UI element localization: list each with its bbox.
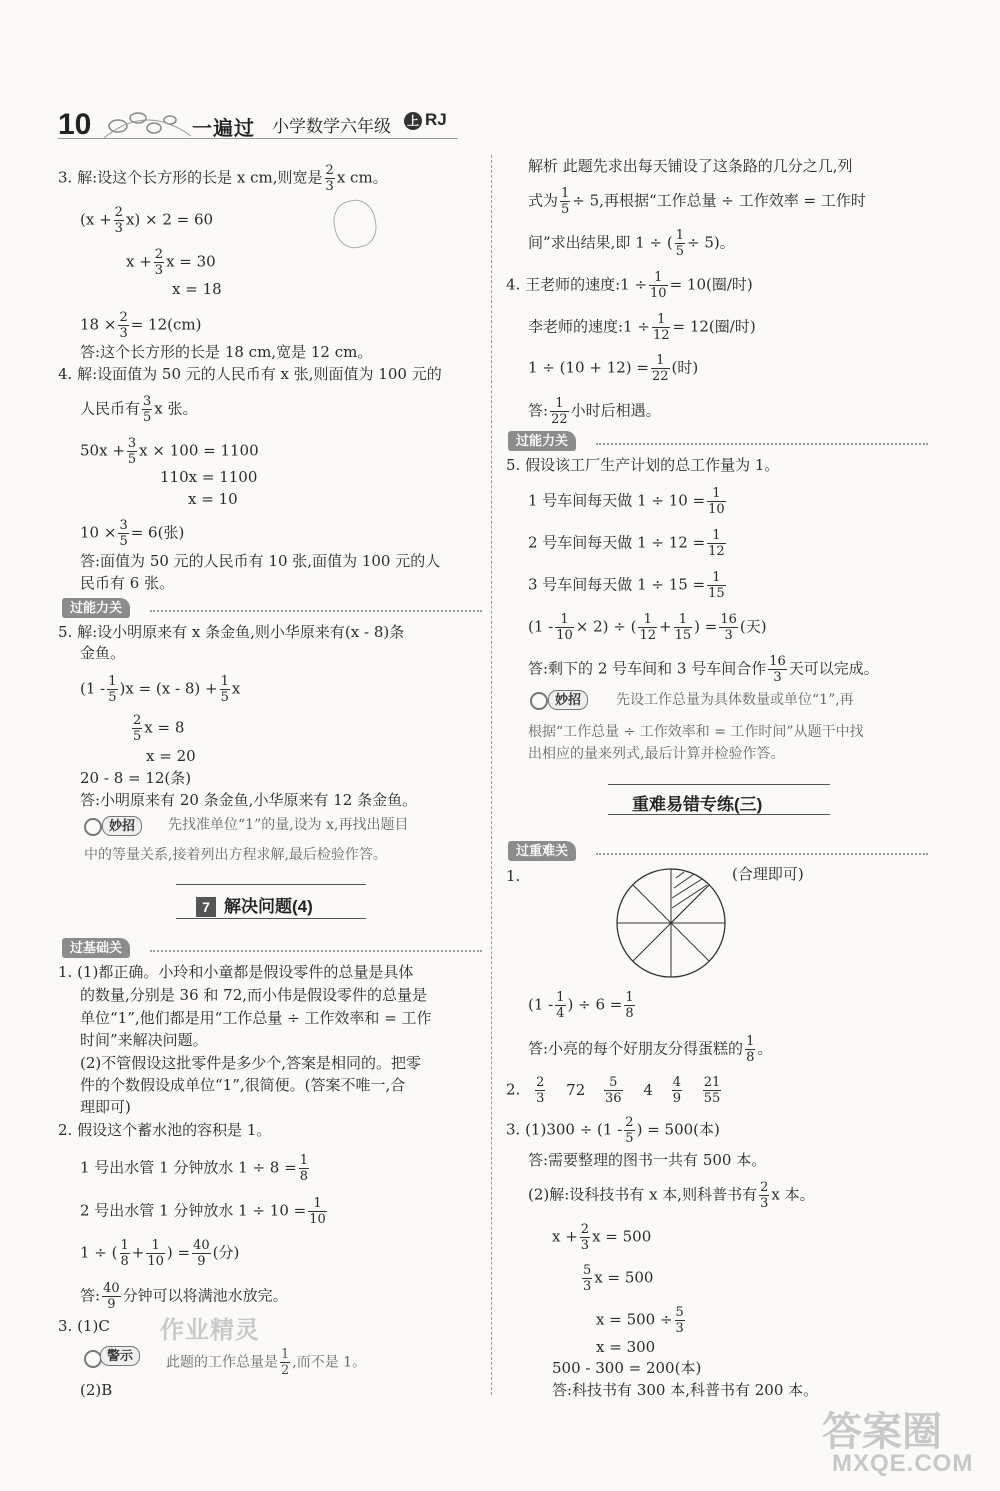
q5-question: 5. 解:设小明原来有 x 条金鱼,则小华原来有(x - 8)条 — [58, 623, 405, 641]
analysis-line3: 间”求出结果,即 1 ÷ ( $\frac{1}{5}$ ÷ 5)。 — [528, 228, 735, 259]
r-q3-eq4: x = 300 — [596, 1338, 656, 1356]
q4-eq2: 110x = 1100 — [160, 468, 258, 486]
q3-eq1: (x + $\frac{2}{3}$ x) × 2 = 60 — [80, 205, 214, 236]
section-title-right: 重难易错专练(三) — [632, 795, 763, 814]
q4-question-line2: 人民币有 $\frac{3}{5}$ x 张。 — [80, 394, 198, 425]
r-q5-row1: 1 号车间每天做 1 ÷ 10 = $\frac{1}{10}$ — [528, 486, 725, 517]
q4-question: 4. 解:设面值为 50 元的人民币有 x 张,则面值为 100 元的 — [58, 365, 442, 383]
q5-eq1: (1 - $\frac{1}{5}$ )x = (x - 8) + $\frac{1}{5}$ x — [80, 674, 241, 705]
r-q3-line1: 3. (1)300 ÷ (1 - $\frac{2}{5}$ ) = 500(本) — [506, 1115, 720, 1146]
q5-eq2: $\frac{2}{5}$ x = 8 — [133, 713, 185, 744]
q5-question-line2: 金鱼。 — [80, 644, 126, 662]
q1-line3: 单位“1”,他们都是用“工作总量 ÷ 工作效率和 = 工作 — [80, 1009, 432, 1027]
r-q1-eq: (1 - $\frac{1}{4}$ ) ÷ 6 = $\frac{1}{8}$ — [528, 990, 634, 1021]
r-q4-answer: 答: $\frac{1}{22}$ 小时后相遇。 — [528, 396, 661, 427]
q1-line6: 件的个数假设成单位“1”,很简便。(答案不唯一,合 — [80, 1076, 406, 1094]
watermark-mid: 作业精灵 — [160, 1317, 260, 1344]
q1-line2: 的数量,分别是 36 和 72,而小伟是假设零件的总量是 — [80, 986, 428, 1004]
edition-badge: 上 RJ — [404, 110, 447, 130]
tip-text-line3: 出相应的量来列式,最后计算并检验作答。 — [528, 746, 785, 762]
tip-label: 妙招 — [102, 816, 142, 836]
tag-guoneng-right: 过能力关 — [508, 431, 576, 451]
r-q4-line3: 1 ÷ (10 + 12) = $\frac{1}{22}$ (时) — [528, 353, 699, 384]
q3b-line1: 3. (1)C — [58, 1317, 110, 1335]
warning-label: 警示 — [100, 1346, 140, 1366]
q4-answer: 答:面值为 50 元的人民币有 10 张,面值为 100 元的人 — [80, 552, 441, 570]
tag-rule — [596, 443, 928, 445]
r-q4-line2: 李老师的速度:1 ÷ $\frac{1}{12}$ = 12(圈/时) — [528, 312, 756, 343]
r-q3-answer1: 答:需要整理的图书一共有 500 本。 — [528, 1151, 767, 1169]
tip-text-line2: 根据“工作总量 ÷ 工作效率和 = 工作时间”从题干中找 — [528, 724, 864, 740]
q3b-line2: (2)B — [80, 1381, 113, 1399]
q2-line1: 2. 假设这个蓄水池的容积是 1。 — [58, 1121, 272, 1139]
tip-icon — [84, 818, 102, 836]
q4-eq1: 50x + $\frac{3}{5}$ x × 100 = 1100 — [80, 436, 259, 467]
tag-rule — [150, 610, 482, 612]
tag-rule — [596, 853, 928, 855]
q1-line5: (2)不管假设这批零件是多少个,答案是相同的。把零 — [80, 1054, 422, 1072]
r-q5-row2: 2 号车间每天做 1 ÷ 12 = $\frac{1}{12}$ — [528, 528, 725, 559]
tag-nan: 过重难关 — [508, 841, 576, 861]
q3-eq2: x + $\frac{2}{3}$ x = 30 — [126, 247, 216, 278]
r-q1-answer: 答:小亮的每个好朋友分得蛋糕的 $\frac{1}{8}$ 。 — [528, 1034, 773, 1065]
r-q5-line1: 5. 假设该工厂生产计划的总工作量为 1。 — [506, 456, 780, 474]
stamp-icon — [329, 196, 380, 252]
q3-answer: 答:这个长方形的长是 18 cm,宽是 12 cm。 — [80, 343, 373, 361]
q3-eq3: x = 18 — [172, 280, 222, 298]
tip-text: 先设工作总量为具体数量或单位“1”,再 — [616, 692, 854, 708]
q1-line7: 理即可) — [80, 1098, 131, 1116]
watermark-logo: 答案圈 — [822, 1410, 942, 1454]
r-q3-line2: (2)解:设科技书有 x 本,则科普书有 $\frac{2}{3}$ x 本。 — [528, 1180, 815, 1211]
r-q5-row3: 3 号车间每天做 1 ÷ 15 = $\frac{1}{15}$ — [528, 570, 725, 601]
tip-text: 先找准单位“1”的量,设为 x,再找出题目 — [168, 817, 409, 833]
warning-text: 此题的工作总量是 $\frac{1}{2}$ ,而不是 1。 — [166, 1347, 367, 1378]
q4-eq3: x = 10 — [188, 490, 238, 508]
tip-icon — [530, 692, 548, 710]
q1-line1: 1. (1)都正确。小玲和小童都是假设零件的总量是具体 — [58, 963, 414, 981]
tag-rule — [150, 950, 482, 952]
q2-eq1: 1 号出水管 1 分钟放水 1 ÷ 8 = $\frac{1}{8}$ — [80, 1153, 308, 1184]
q2-eq3: 1 ÷ ( $\frac{1}{8}$ + $\frac{1}{10}$ ) = $\frac{40}{9}$ (分) — [80, 1238, 240, 1269]
analysis-line1: 解析 此题先求出每天铺设了这条路的几分之几,列 — [528, 157, 853, 175]
tag-guoji: 过基础关 — [62, 938, 130, 958]
section-rule-top — [608, 784, 830, 785]
page-number: 10 — [58, 108, 92, 141]
r-q3-eq3: x = 500 ÷ $\frac{5}{3}$ — [596, 1305, 684, 1336]
tip-text-line2: 中的等量关系,接着列出方程求解,最后检验作答。 — [84, 847, 387, 863]
q1-line4: 时间”来解决问题。 — [80, 1031, 208, 1049]
q5-eq4: 20 - 8 = 12(条) — [80, 769, 192, 787]
section-rule-bottom — [176, 918, 366, 919]
tip-label: 妙招 — [548, 690, 588, 710]
r-q4-line1: 4. 王老师的速度:1 ÷ $\frac{1}{10}$ = 10(圈/时) — [506, 270, 753, 301]
r-q3-answer2: 答:科技书有 300 本,科普书有 200 本。 — [552, 1381, 819, 1399]
q2-eq2: 2 号出水管 1 分钟放水 1 ÷ 10 = $\frac{1}{10}$ — [80, 1196, 326, 1227]
q2-answer: 答: $\frac{40}{9}$ 分钟可以将满池水放完。 — [80, 1281, 288, 1312]
q3-question: 3. 解:设这个长方形的长是 x cm,则宽是 $\frac{2}{3}$ x cm。 — [58, 163, 388, 194]
section-rule-bottom — [608, 814, 830, 815]
subject-title: 小学数学六年级 — [272, 117, 391, 136]
r-q1-note: (合理即可) — [732, 865, 804, 883]
header-rule — [58, 138, 458, 139]
q5-answer: 答:小明原来有 20 条金鱼,小华原来有 12 条金鱼。 — [80, 791, 418, 809]
tag-guoneng-left: 过能力关 — [62, 598, 130, 618]
section-7-title: 7 解决问题(4) — [196, 892, 313, 917]
r-q1-number: 1. — [506, 867, 521, 885]
r-q3-eq2: $\frac{5}{3}$ x = 500 — [583, 1263, 654, 1294]
q5-eq3: x = 20 — [146, 747, 196, 765]
watermark-url: MXQE.COM — [832, 1450, 974, 1477]
r-q3-eq5: 500 - 300 = 200(本) — [552, 1359, 702, 1377]
section-rule-top — [176, 884, 366, 885]
q4-answer-line2: 民币有 6 张。 — [80, 574, 175, 592]
analysis-line2: 式为 $\frac{1}{5}$ ÷ 5,再根据“工作总量 ÷ 工作效率 = 工作时 — [528, 186, 866, 217]
r-q2-answers: 2. $\frac{2}{3}$ 72 $\frac{5}{36}$ 4 $\frac{4}{9}$ $\frac{21}{55}$ — [506, 1075, 721, 1106]
brand-name: 一遍过 — [192, 118, 255, 140]
q4-eq4: 10 × $\frac{3}{5}$ = 6(张) — [80, 518, 185, 549]
q3-eq4: 18 × $\frac{2}{3}$ = 12(cm) — [80, 310, 202, 341]
column-divider — [491, 155, 492, 1395]
cake-pie-diagram — [614, 866, 728, 980]
r-q5-eq: (1 - $\frac{1}{10}$ × 2) ÷ ( $\frac{1}{12}$ + $\frac{1}{15}$ ) = $\frac{16}{3}$ (天) — [528, 612, 767, 643]
r-q3-eq1: x + $\frac{2}{3}$ x = 500 — [552, 1222, 652, 1253]
r-q5-answer: 答:剩下的 2 号车间和 3 号车间合作 $\frac{16}{3}$ 天可以完成。 — [528, 654, 879, 685]
